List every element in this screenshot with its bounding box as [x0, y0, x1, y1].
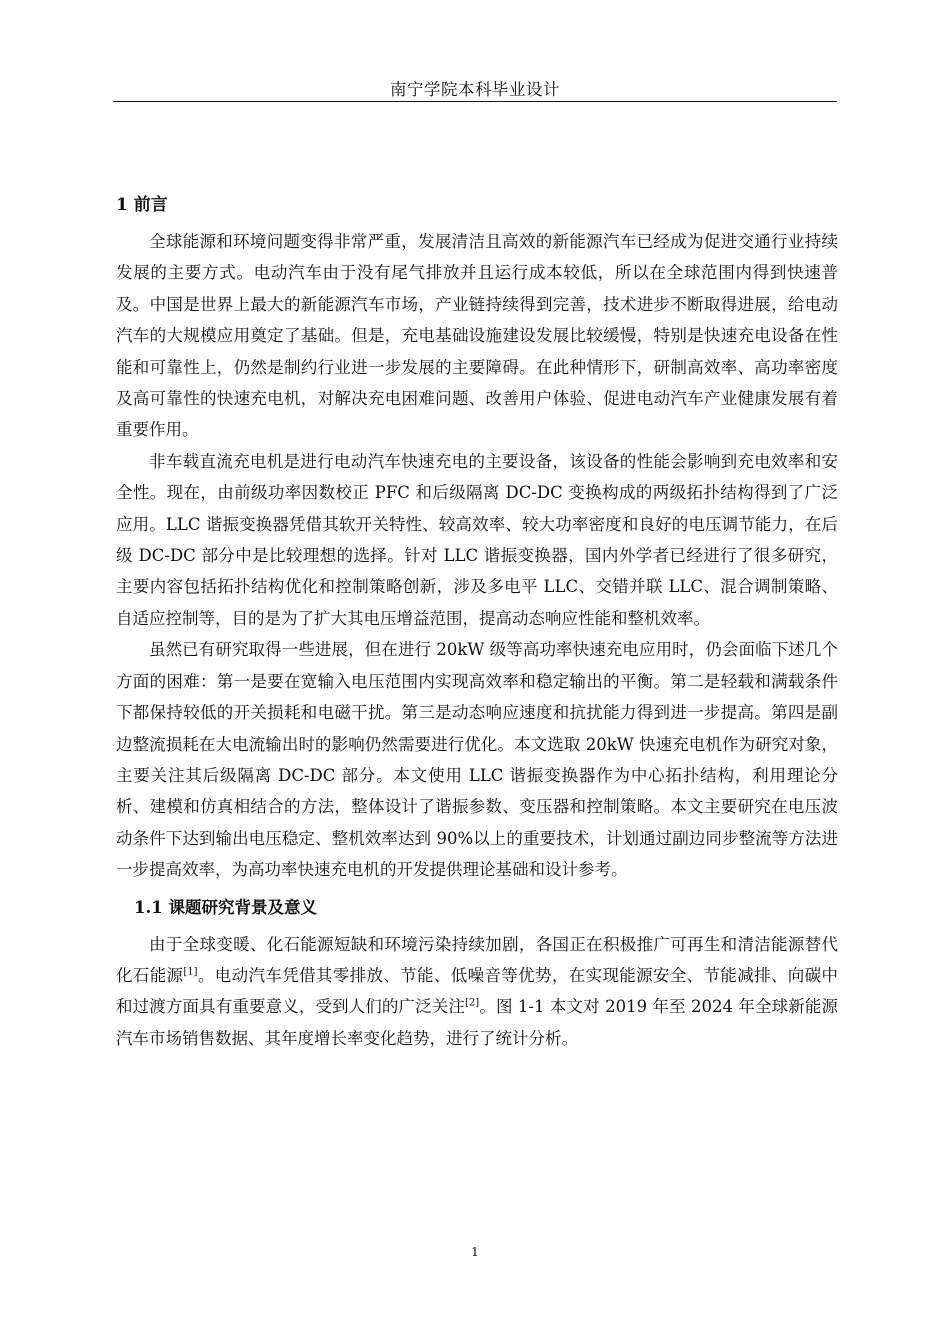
paragraph-3: 虽然已有研究取得一些进展，但在进行 20kW 级等高功率快速充电应用时，仍会面临下述几个方面的困难：第一是要在宽输入电压范围内实现高效率和稳定输出的平衡。第二是轻载和满载条件下都保持较低的开关损耗和电磁干扰。第三是动态响应速度和抗扰能力得到进一步提高。第四是副边整流损耗在大电流输出时的影响仍然需要进行优化。本文选取 20kW 快速充电机作为研究对象，主要关注其后级隔离 DC-DC 部分。本文使用 LLC 谐振变换器作为中心拓扑结构，利用理论分析、建模和仿真相结合的方法，整体设计了谐振参数、变压器和控制策略。本文主要研究在电压波动条件下达到输出电压稳定、整机效率达到 90%以上的重要技术，计划通过副边同步整流等方法进一步提高效率，为高功率快速充电机的开发提供理论基础和设计参考。 [116, 640, 838, 880]
page-header-title: 南宁学院本科毕业设计 [390, 80, 560, 99]
citation-2: [2] [465, 997, 480, 1009]
citation-1: [1] [183, 966, 198, 978]
header-rule [113, 101, 837, 102]
section-heading-1: 1 前言 [116, 195, 168, 215]
paragraph-4-text-a: 由于全球变暖、化石能源短缺和环境污染持续加剧，各国正在积极推广可再生和清洁能源替代化石能源 [116, 934, 838, 985]
section-heading-1-1: 1.1 课题研究背景及意义 [134, 897, 317, 917]
paragraph-4-text-c: 。图 1-1 本文对 2019 年至 2024 年全球新能源汽车市场销售数据、其年度增长率变化趋势，进行了统计分析。 [116, 997, 839, 1048]
paragraph-2: 非车载直流充电机是进行电动汽车快速充电的主要设备，该设备的性能会影响到充电效率和安全性。现在，由前级功率因数校正 PFC 和后级隔离 DC-DC 变换构成的两级拓扑结构得到了广泛应用。LLC 谐振变换器凭借其软开关特性、较高效率、较大功率密度和良好的电压调节能力，在后级 DC-DC 部分中是比较理想的选择。针对 LLC 谐振变换器，国内外学者已经进行了很多研究，主要内容包括拓扑结构优化和控制策略创新，涉及多电平 LLC、交错并联 LLC、混合调制策略、自适应控制等，目的是为了扩大其电压增益范围，提高动态响应性能和整机效率。 [116, 451, 838, 628]
paragraph-1: 全球能源和环境问题变得非常严重，发展清洁且高效的新能源汽车已经成为促进交通行业持续发展的主要方式。电动汽车由于没有尾气排放并且运行成本较低，所以在全球范围内得到快速普及。中国是世界上最大的新能源汽车市场，产业链持续得到完善，技术进步不断取得进展，给电动汽车的大规模应用奠定了基础。但是，充电基础设施建设发展比较缓慢，特别是快速充电设备在性能和可靠性上，仍然是制约行业进一步发展的主要障碍。在此种情形下，研制高效率、高功率密度及高可靠性的快速充电机，对解决充电困难问题、改善用户体验、促进电动汽车产业健康发展有着重要作用。 [116, 232, 838, 440]
paragraph-4-text-b: 。电动汽车凭借其零排放、节能、低噪音等优势，在实现能源安全、节能减排、向碳中和过渡方面具有重要意义，受到人们的广泛关注 [116, 965, 839, 1017]
document-body [116, 188, 838, 1054]
page-number: 1 [471, 1245, 479, 1259]
paragraph-4 [116, 929, 838, 1055]
